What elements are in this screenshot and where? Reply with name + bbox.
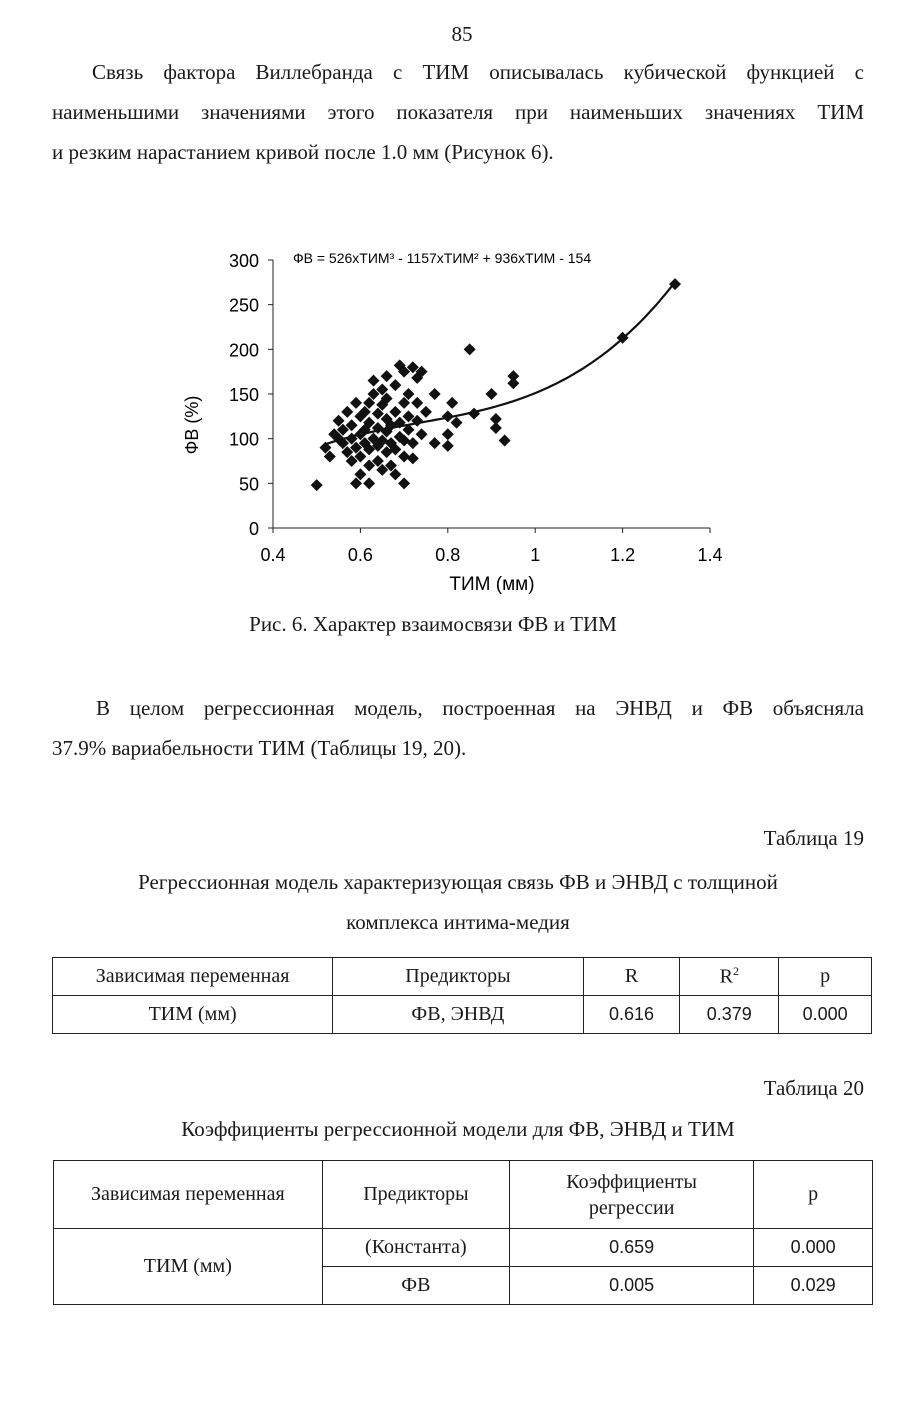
table-19-label: Таблица 19 — [763, 826, 864, 850]
scatter-point — [398, 451, 410, 463]
scatter-point — [341, 406, 353, 418]
page-number: 85 — [451, 22, 473, 46]
chart-svg — [180, 240, 740, 600]
table-cell: 0.616 — [583, 996, 680, 1034]
table-cell: 0.000 — [779, 996, 872, 1034]
scatter-point — [416, 428, 428, 440]
table-20 — [53, 1160, 873, 1305]
table-cell: ФВ, ЭНВД — [333, 996, 583, 1034]
paragraph-2 — [52, 688, 864, 768]
scatter-point — [420, 406, 432, 418]
table-header: Предикторы — [333, 958, 583, 996]
r2-header-text: R — [719, 965, 733, 988]
scatter-point — [407, 452, 419, 464]
table-19 — [52, 957, 872, 1034]
paragraph-line: и резким нарастанием кривой после 1.0 мм (Рисунок 6). — [52, 140, 554, 164]
table-cell: 0.029 — [754, 1267, 873, 1305]
table-header: Зависимая переменная — [54, 1161, 323, 1229]
scatter-point — [363, 477, 375, 489]
table-19-title — [52, 862, 864, 942]
table-cell: 0.659 — [510, 1229, 754, 1267]
paragraph-line: В целом регрессионная модель, построенная на ЭНВД и ФВ объясняла — [96, 696, 864, 720]
scatter-point — [368, 375, 380, 387]
table-header: R — [583, 958, 680, 996]
table-20-label: Таблица 20 — [763, 1076, 864, 1100]
y-tick-label: 300 — [228, 251, 259, 271]
table-header: p — [754, 1161, 873, 1229]
chart-equation: ФВ = 526хТИМ³ - 1157хТИМ² + 936хТИМ - 154 — [293, 250, 592, 266]
r2-superscript: 2 — [732, 964, 739, 979]
scatter-point — [486, 388, 498, 400]
table-header — [680, 958, 779, 996]
table-header: p — [779, 958, 872, 996]
scatter-point — [442, 410, 454, 422]
scatter-point — [442, 440, 454, 452]
scatter-point — [464, 343, 476, 355]
scatter-point — [499, 434, 511, 446]
scatter-point — [490, 422, 502, 434]
table-cell: (Константа) — [322, 1229, 509, 1267]
scatter-point — [311, 479, 323, 491]
x-tick-label: 1.2 — [610, 545, 636, 565]
x-tick-label: 0.8 — [435, 545, 461, 565]
scatter-point — [411, 397, 423, 409]
figure-caption: Рис. 6. Характер взаимосвязи ФВ и ТИМ — [249, 612, 617, 636]
table-cell: 0.005 — [510, 1267, 754, 1305]
table-19-title-line: Регрессионная модель характеризующая связь ФВ и ЭНВД с толщиной — [138, 870, 778, 894]
table-cell: 0.379 — [680, 996, 779, 1034]
x-tick-label: 0.6 — [347, 545, 373, 565]
paragraph-line: Связь фактора Виллебранда с ТИМ описывалась кубической функцией с — [92, 60, 864, 84]
scatter-point — [407, 437, 419, 449]
scatter-point — [381, 370, 393, 382]
y-tick-label: 0 — [248, 519, 259, 539]
scatter-point — [398, 477, 410, 489]
table-cell: ФВ — [322, 1267, 509, 1305]
paragraph-line: наименьшими значениями этого показателя при наименьших значениях ТИМ — [52, 100, 864, 124]
table-header: Предикторы — [322, 1161, 509, 1229]
table-cell-dependent: ТИМ (мм) — [54, 1229, 323, 1305]
y-axis-label: ФВ (%) — [182, 395, 202, 455]
table-19-title-line: комплекса интима-медия — [346, 910, 570, 934]
y-tick-label: 250 — [228, 295, 259, 316]
table-header: Зависимая переменная — [53, 958, 333, 996]
scatter-point — [350, 397, 362, 409]
paragraph-1 — [52, 52, 864, 172]
x-tick-label: 1 — [530, 545, 541, 565]
scatter-point — [507, 377, 519, 389]
x-tick-label: 1.4 — [697, 545, 723, 565]
scatter-point — [389, 379, 401, 391]
scatter-point — [389, 406, 401, 418]
scatter-point — [429, 437, 441, 449]
scatter-point — [446, 397, 458, 409]
y-tick-label: 100 — [228, 429, 259, 450]
scatter-point — [468, 408, 480, 420]
scatter-chart — [180, 240, 740, 600]
scatter-point — [442, 428, 454, 440]
table-cell: 0.000 — [754, 1229, 873, 1267]
table-20-title: Коэффициенты регрессионной модели для ФВ, ЭНВД и ТИМ — [181, 1117, 735, 1141]
paragraph-line: 37.9% вариабельности ТИМ (Таблицы 19, 20). — [52, 736, 467, 760]
scatter-point — [451, 417, 463, 429]
table-cell: ТИМ (мм) — [53, 996, 333, 1034]
scatter-point — [429, 388, 441, 400]
x-axis-label: ТИМ (мм) — [449, 574, 535, 595]
y-tick-label: 50 — [238, 474, 259, 495]
y-tick-label: 150 — [228, 385, 259, 405]
y-tick-label: 200 — [228, 340, 259, 361]
x-tick-label: 0.4 — [260, 545, 286, 565]
table-header: Коэффициенты регрессии — [510, 1161, 754, 1229]
